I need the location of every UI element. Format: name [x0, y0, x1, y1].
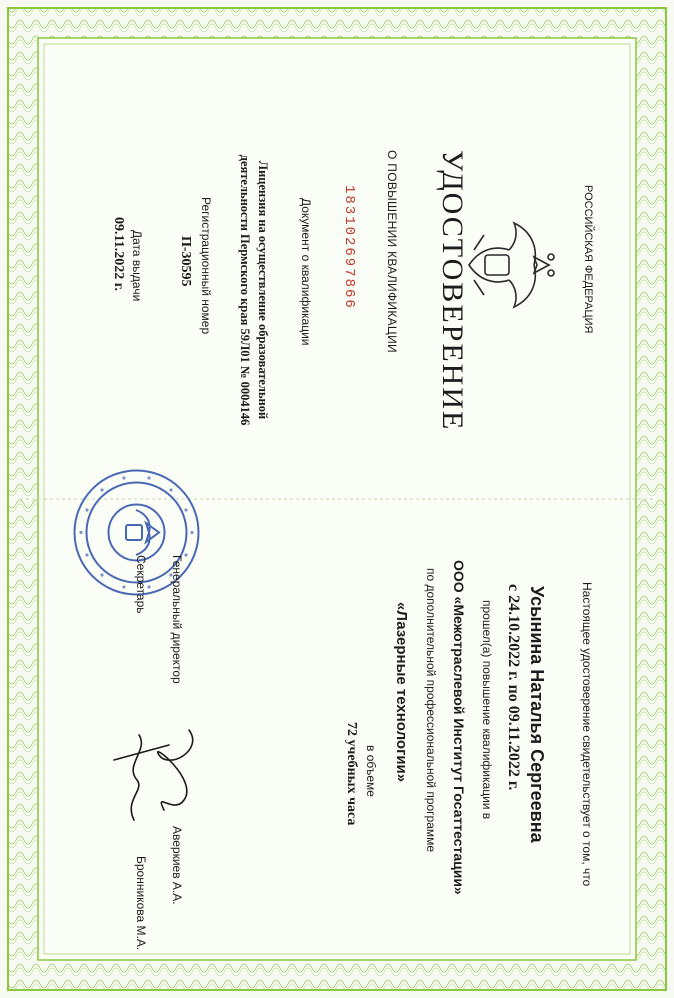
document-kind: Документ о квалификации: [299, 198, 313, 346]
signature-icon: [104, 720, 209, 840]
registration-number: П-30595: [178, 236, 193, 287]
license-text: Лицензия на осуществление образовательной деятельности Пермского края 59Л01 № 0004146: [238, 154, 270, 426]
issue-date: 09.11.2022 г.: [111, 217, 126, 292]
course-name: «Лазерные технологии»: [393, 602, 410, 783]
country-label: РОССИЙСКАЯ ФЕДЕРАЦИЯ: [582, 185, 594, 334]
secretary-label: Секретарь: [134, 555, 148, 614]
volume-label: в объеме: [364, 745, 378, 797]
holder-name: Усынина Наталья Сергеевна: [527, 586, 547, 843]
document-subtitle: О ПОВЫШЕНИИ КВАЛИФИКАЦИИ: [385, 150, 399, 353]
secretary-name: Бронникова М.А.: [134, 856, 148, 951]
document-title: УДОСТОВЕРЕНИЕ: [436, 150, 469, 432]
program-text: по дополнительной профессиональной программе: [424, 568, 438, 853]
organization-name: ООО «Межотраслевой Институт Госаттестации»: [451, 560, 467, 895]
training-period: с 24.10.2022 г. по 09.11.2022 г.: [505, 584, 522, 791]
issue-date-label: Дата выдачи: [130, 230, 144, 302]
registration-label: Регистрационный номер: [199, 197, 213, 335]
hours-value: 72 учебных часа: [344, 722, 359, 826]
director-label: Генеральный директор: [170, 555, 184, 684]
serial-number: 183102697866: [341, 185, 357, 310]
intro-text: Настоящее удостоверение свидетельствует о том, что: [580, 582, 594, 887]
passed-text: прошел(а) повышение квалификации в: [480, 600, 494, 820]
director-name: Аверкиев А.А.: [170, 826, 184, 905]
